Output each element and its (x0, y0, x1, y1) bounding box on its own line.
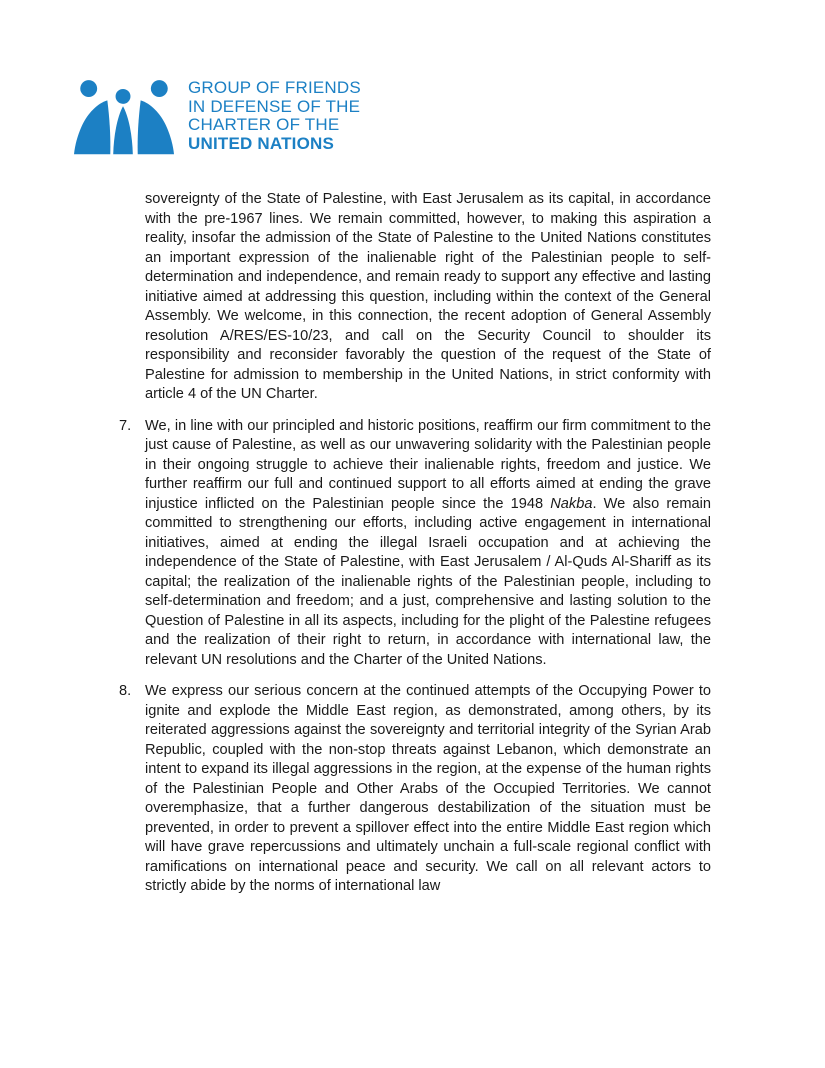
paragraph-text: sovereignty of the State of Palestine, with East Jerusalem as its capital, in accordance with the pre-1967 lines. We remain committed, however, to making this aspiration a reality, insofar the admission of the State of Palestine to the United Nations constitutes an important expression of the inalienable right of the Palestinian people to self-determination and independence, and remain ready to support any effective and lasting initiative aimed at addressing this question, including within the context of the General Assembly. We welcome, in this connection, the recent adoption of General Assembly resolution A/RES/ES-10/23, and call on the Security Council to shoulder its responsibility and reconsider favorably the question of the request of the State of Palestine for admission to membership in the United Nations, in strict conformity with article 4 of the UN Charter. (145, 191, 711, 402)
logo-wordmark (188, 79, 361, 153)
logo-line-3: CHARTER OF THE (188, 115, 340, 135)
org-logo (74, 79, 361, 155)
paragraph-number: 7. (119, 417, 132, 434)
paragraph-text: We, in line with our principled and historic positions, reaffirm our firm commitment to the just cause of Palestine, as well as our unwavering solidarity with the Palestinian people in their ongoing struggle to achieve their inalienable rights, freedom and justice. We further reaffirm our full and continued support to all efforts aimed at ending the grave injustice inflicted on the Palestinian people since the 1948 (145, 417, 711, 512)
paragraph-6-continuation (119, 190, 711, 405)
logo-line-2: IN DEFENSE OF THE (188, 96, 361, 116)
italic-term-nakba: Nakba (550, 495, 593, 512)
paragraph-8 (119, 682, 711, 897)
document-body (119, 190, 711, 897)
logo-line-1: GROUP OF FRIENDS (188, 78, 361, 97)
paragraph-7 (119, 417, 711, 671)
logo-line-4: UNITED NATIONS (188, 133, 335, 153)
paragraph-text: We express our serious concern at the continued attempts of the Occupying Power to ignite and explode the Middle East region, as demonstrated, among others, by its reiterated aggressions against the sovereignty and territorial integrity of the Syrian Arab Republic, coupled with the non-stop threats against Lebanon, which demonstrate an intent to expand its illegal aggressions in the region, at the expense of the human rights of the Palestinian People and Other Arabs of the Occupied Territories. We cannot overemphasize, that a further dangerous destabilization of the situation must be prevented, in order to prevent a spillover effect into the entire Middle East region which will have grave repercussions and ultimately unchain a full-scale regional conflict with ramifications on international peace and security. We call on all relevant actors to strictly abide by the norms of international law (145, 683, 711, 894)
paragraph-text: . We also remain committed to strengthening our efforts, including active engagement in international initiatives, aimed at ending the illegal Israeli occupation and at achieving the independence of the State of Palestine, with East Jerusalem / Al-Quds Al-Shariff as its capital; the realization of the inalienable rights of the Palestinian people, including to self-determination and freedom; and a just, comprehensive and lasting solution to the Question of Palestine in all its aspects, including for the plight of the Palestine refugees and the realization of their right to return, in accordance with international law, the relevant UN resolutions and the Charter of the United Nations. (145, 495, 711, 668)
three-figures-icon (74, 79, 174, 155)
paragraph-number: 8. (119, 683, 132, 699)
